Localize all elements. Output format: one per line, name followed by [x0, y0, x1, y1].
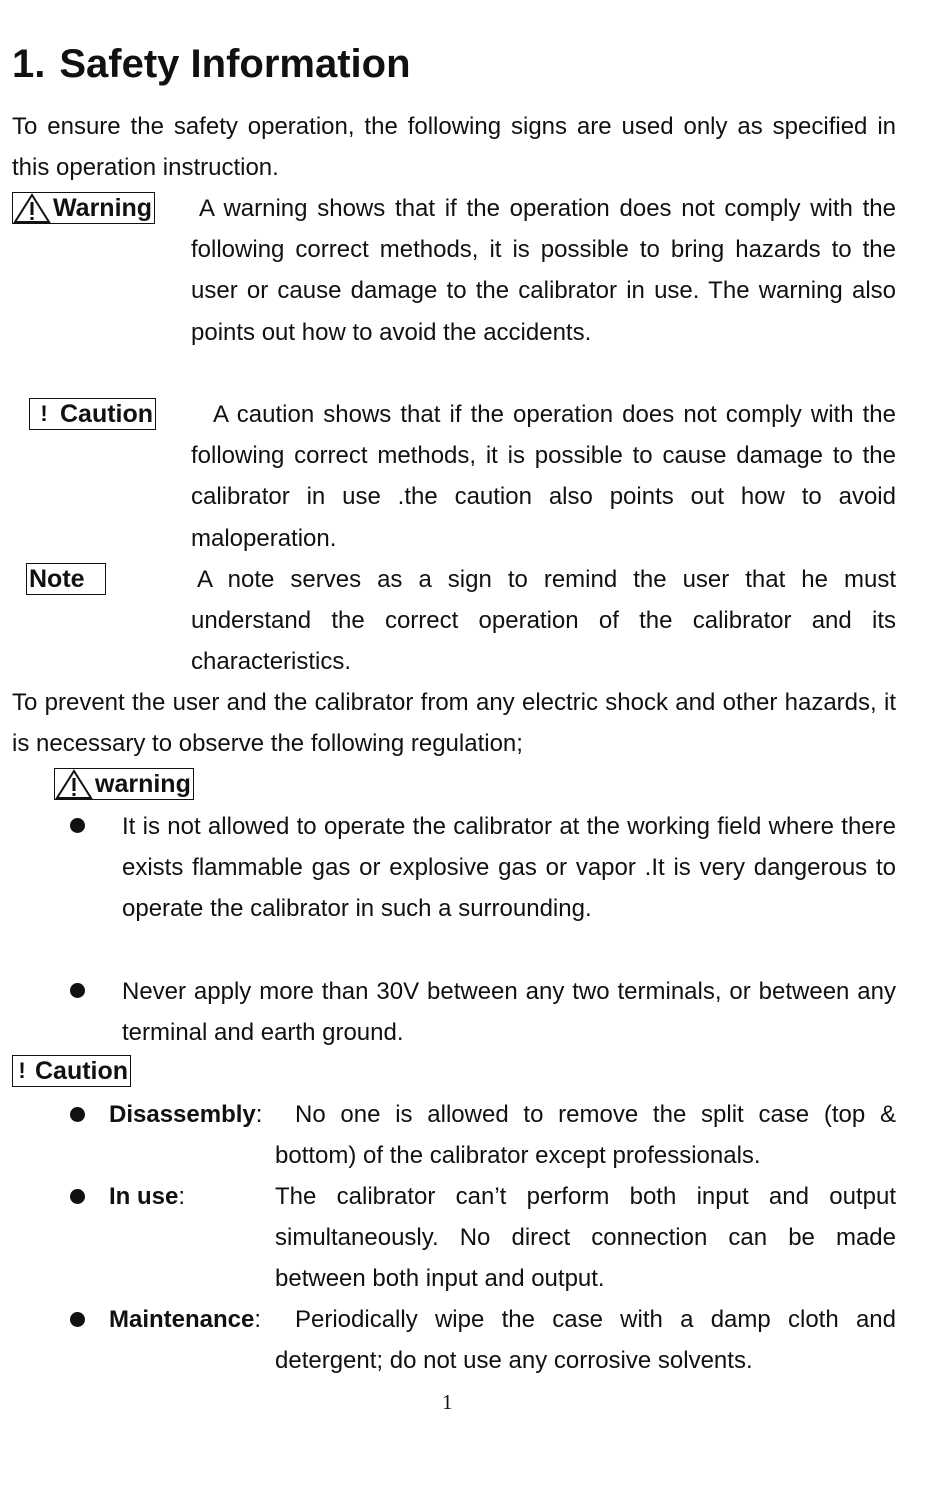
caution-label: Caution	[60, 400, 154, 428]
manual-page	[12, 0, 896, 1493]
bullet-dot	[70, 818, 85, 833]
bullet-dot	[70, 1189, 85, 1204]
page-title	[12, 38, 411, 90]
caution-section-label: Caution	[35, 1057, 129, 1085]
term-disassembly: Disassembly:	[109, 1101, 263, 1128]
caution-label-box	[29, 398, 156, 430]
section-number: 1.	[12, 42, 46, 86]
exclamation-icon: !	[40, 401, 48, 426]
warning-section-label-box	[54, 768, 194, 800]
exclamation-icon: !	[18, 1058, 26, 1083]
note-label: Note	[29, 565, 85, 593]
warning-section-label: warning	[95, 770, 191, 798]
section-title: Safety Information	[59, 42, 411, 86]
page-number: 1	[442, 1390, 453, 1414]
caution-section-label-box	[12, 1055, 131, 1087]
warning-label-box	[12, 192, 155, 224]
caution-definition-text: A caution shows that if the operation does not comply with the following correct methods, it is possible to cause damage to the calibrator in use .the caution also points out how to avoid maloperation.	[191, 401, 896, 552]
warning-label: Warning	[53, 194, 153, 222]
term-maintenance: Maintenance:	[109, 1306, 262, 1333]
warning-definition-text: A warning shows that if the operation does not comply with the following correct methods, it is possible to bring hazards to the user or cause damage to the calibrator in use. The warning also points out how to avoid the accidents.	[191, 195, 896, 346]
warning-item-flammable: It is not allowed to operate the calibrator at the working field where there exists flammable gas or explosive gas or vapor .It is very dangerous to operate the calibrator in such a surrounding.	[122, 813, 896, 923]
warning-triangle-icon	[55, 769, 93, 799]
warning-item-voltage: Never apply more than 30V between any two terminals, or between any terminal and earth ground.	[122, 978, 896, 1047]
warning-triangle-icon	[13, 193, 51, 223]
caution-item-maintenance: Periodically wipe the case with a damp cloth and detergent; do not use any corrosive solvents.	[275, 1306, 896, 1375]
bullet-dot	[70, 983, 85, 998]
bullet-dot	[70, 1107, 85, 1122]
prevention-paragraph: To prevent the user and the calibrator from any electric shock and other hazards, it is necessary to observe the following regulation;	[12, 689, 896, 758]
caution-item-disassembly: No one is allowed to remove the split case (top & bottom) of the calibrator except professionals.	[275, 1101, 896, 1170]
note-label-box	[26, 563, 106, 595]
caution-item-in-use: The calibrator can’t perform both input and output simultaneously. No direct connection can be made between both input and output.	[275, 1183, 896, 1293]
bullet-dot	[70, 1312, 85, 1327]
intro-paragraph: To ensure the safety operation, the following signs are used only as specified in this operation instruction.	[12, 113, 896, 182]
term-in-use: In use:	[109, 1183, 186, 1210]
note-definition-text: A note serves as a sign to remind the user that he must understand the correct operation of the calibrator and its characteristics.	[191, 566, 896, 676]
